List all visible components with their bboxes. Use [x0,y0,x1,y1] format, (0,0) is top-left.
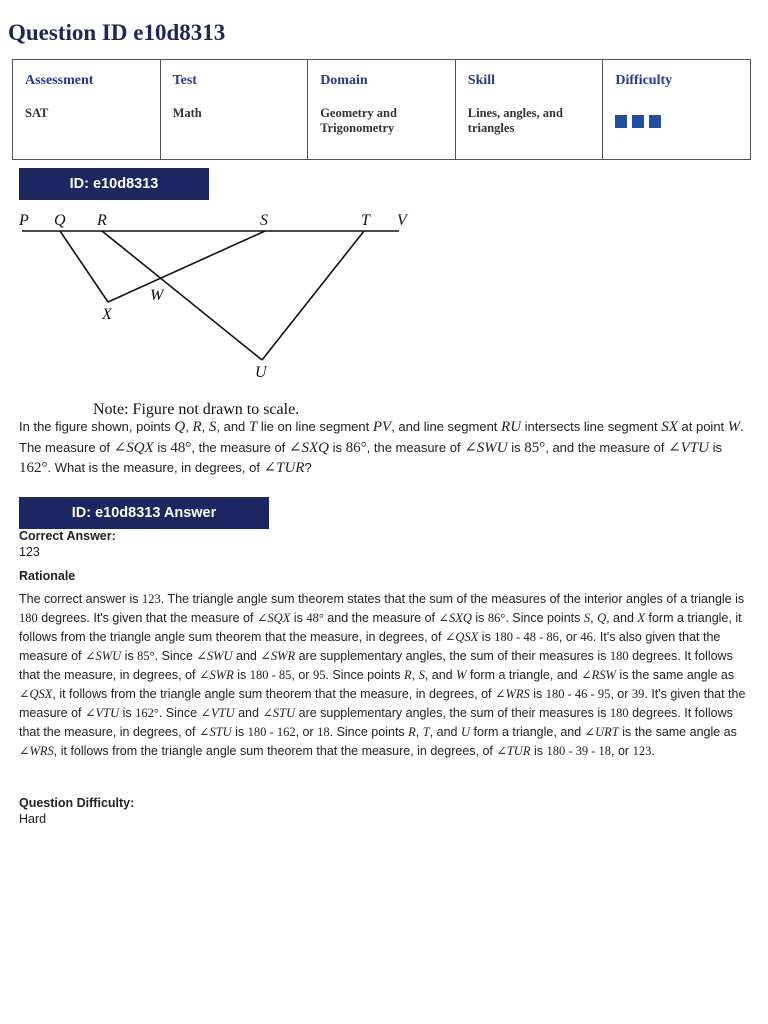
question-id-banner: ID: e10d8313 [19,168,209,200]
math-point: Q [597,611,607,625]
math-PV: PV [372,419,392,435]
text-run: , or [558,630,581,644]
math-expression: 180 - 46 - 95 [545,687,611,701]
text-run: and [234,706,263,720]
text-run: , and the measure of [545,439,669,455]
math-angle: ∠SQX [256,611,291,625]
meta-value-domain: Geometry and Trigonometry [320,106,397,135]
label-S: S [260,212,268,229]
math-number: 180 [609,649,629,663]
question-meta-table [12,59,751,160]
text-run: , and [606,611,638,625]
math-angle: ∠SXQ [438,611,472,625]
math-T: T [248,419,258,435]
label-V: V [397,212,407,229]
math-value: 86° [345,439,367,456]
text-run: intersects line segment [521,419,662,434]
math-number: 180 [609,706,629,720]
text-run: degrees. It follows that the measure, in degrees, of [19,706,733,739]
text-run: , [185,419,193,434]
math-number: 85° [137,649,155,663]
text-run: The correct answer is [19,592,142,606]
text-run: . The measure of [19,419,744,455]
math-angle: ∠SWR [260,649,296,663]
meta-cell-skill [455,60,603,160]
math-point: U [460,725,470,739]
math-W: W [727,419,741,435]
text-run: lie on line segment [257,419,373,434]
text-run: and the measure of [323,611,439,625]
label-P: P [19,212,29,229]
math-number: 86° [487,611,506,625]
meta-cell-test [160,60,308,160]
math-angle: ∠TUR [496,744,531,758]
text-run: , it follows from the triangle angle sum theorem that the measure, in degrees, of [52,687,495,701]
math-R: R [192,419,202,435]
math-value: 162° [19,460,48,476]
text-run: . Since [158,706,201,720]
text-run: In the figure shown, points [19,419,175,434]
math-number: 162° [135,706,159,720]
text-run: is [329,439,346,455]
segment-RU [102,231,262,360]
rationale-label: Rationale [19,569,76,583]
math-value: 48° [170,439,192,456]
correct-answer-label: Correct Answer: [19,529,116,543]
text-run: degrees. It's given that the measure of [37,611,257,625]
label-U: U [255,364,267,381]
text-run: , [590,611,598,625]
math-angle-SWU: ∠SWU [464,439,508,456]
text-run: . What is the measure, in degrees, of [47,460,264,475]
meta-cell-assessment [13,60,161,160]
text-run: and [232,649,261,663]
math-angle: ∠WRS [494,687,530,701]
math-RU: RU [501,419,522,435]
math-point: S [418,668,425,682]
meta-header-assessment: Assessment [25,73,94,88]
text-run: form a triangle, it follows from the triangle angle sum theorem that the measure, in degrees, of [19,611,742,644]
math-angle-SQX: ∠SQX [113,439,154,456]
text-run: is [119,706,136,720]
math-angle: ∠VTU [200,706,235,720]
question-difficulty-value: Hard [19,812,47,826]
label-Q: Q [54,212,66,229]
meta-header-domain: Domain [320,73,368,88]
answer-id-banner: ID: e10d8313 Answer [19,497,269,529]
text-run: , or [610,687,632,701]
text-run: are supplementary angles, the sum of their measures is [295,649,610,663]
text-run: , the measure of [366,439,465,455]
meta-value-assessment: SAT [25,106,49,120]
math-S: S [208,419,217,435]
difficulty-bars [615,115,738,128]
math-angle: ∠SWU [85,649,122,663]
text-run: . Since points [329,725,409,739]
math-point: S [583,611,591,625]
text-run: , it follows from the triangle angle sum theorem that the measure, in degrees, of [53,744,497,758]
text-run: , and [424,668,457,682]
math-number: 48° [306,611,324,625]
math-expression: 180 - 39 - 18 [546,744,612,758]
math-point: R [408,725,416,739]
text-run: is [471,611,488,625]
math-Q: Q [174,419,186,435]
text-run: is [478,630,495,644]
correct-answer-value: 123 [19,545,40,559]
text-run: is [231,725,248,739]
text-run: is [529,687,546,701]
text-run: , or [295,725,318,739]
meta-header-skill: Skill [467,73,496,88]
text-run: is [233,668,250,682]
difficulty-bar [615,115,627,128]
math-angle: ∠STU [262,706,296,720]
math-angle-SXQ: ∠SXQ [288,439,329,456]
question-difficulty-label: Question Difficulty: [19,796,135,810]
difficulty-bar [649,115,661,128]
math-number: 46 [580,630,593,644]
math-number: 180 [19,611,38,625]
math-point: X [637,611,646,625]
text-run: is the same angle as [618,725,737,739]
difficulty-bar [632,115,644,128]
text-run: is [290,611,307,625]
segment-UT [262,231,364,360]
segment-XS [108,231,265,302]
text-run: is [507,439,525,455]
math-angle: ∠VTU [85,706,120,720]
geometry-figure [14,205,414,420]
math-number: 123 [141,592,161,606]
math-angle: ∠WRS [19,744,54,758]
rationale-text [19,590,747,761]
math-number: 123 [632,744,652,758]
math-value: 85° [524,439,546,456]
text-run: is [708,439,722,455]
text-run: . It's also given that the measure of [19,630,721,663]
math-point: R [403,668,412,682]
page-title: Question ID e10d8313 [8,20,226,45]
text-run: form a triangle, and [470,725,585,739]
text-run: is [530,744,547,758]
math-number: 39 [631,687,645,701]
label-W: W [150,287,164,304]
text-run: , and [429,725,461,739]
math-angle: ∠QSX [19,687,53,701]
math-point: W [456,668,467,682]
math-SX: SX [661,419,678,435]
meta-header-difficulty: Difficulty [615,73,673,88]
label-T: T [361,212,370,229]
text-run: . The triangle angle sum theorem states that the sum of the measures of the interior angles of a triangle is [160,592,745,606]
text-run: is [121,649,138,663]
text-run: is the same angle as [615,668,735,682]
text-run: , and [216,419,249,434]
math-angle-VTU: ∠VTU [668,439,709,456]
math-angle: ∠STU [198,725,232,739]
text-run: , [415,725,423,739]
math-point: T [422,725,430,739]
text-run: . It's given that the measure of [19,687,746,720]
figure-note: Note: Figure not drawn to scale. [93,401,300,418]
math-number: 18 [317,725,330,739]
math-angle: ∠SWR [198,668,234,682]
text-run: . Since [154,649,197,663]
math-angle: ∠QSX [444,630,479,644]
text-run: . Since points [505,611,584,625]
math-expression: 180 - 48 - 86 [494,630,559,644]
meta-cell-domain [308,60,456,160]
text-run: are supplementary angles, the sum of their measures is [295,706,610,720]
text-run: . Since points [325,668,404,682]
text-run: , or [611,744,633,758]
text-run: at point [677,419,728,434]
text-run: , or [291,668,313,682]
text-run: , [201,419,209,434]
segment-QX [60,231,108,302]
text-run: , and line segment [391,419,502,434]
math-expression: 180 - 85 [249,668,292,682]
text-run: form a triangle, and [466,668,582,682]
math-angle: ∠SWU [196,649,233,663]
label-X: X [102,306,112,323]
math-number: 95 [312,668,326,682]
text-run: ? [304,460,312,475]
text-run: degrees. It follows that the measure, in degrees, of [19,649,733,682]
label-R: R [97,212,107,229]
math-angle: ∠RSW [581,668,616,682]
math-angle-TUR: ∠TUR [263,460,305,476]
meta-header-test: Test [172,73,197,88]
meta-value-test: Math [172,106,202,120]
meta-cell-difficulty [603,60,751,160]
text-run: , [411,668,419,682]
math-angle: ∠URT [584,725,619,739]
question-text [19,417,744,479]
text-run: , the measure of [191,439,289,455]
math-expression: 180 - 162 [247,725,296,739]
text-run: . [651,744,655,758]
meta-value-skill: Lines, angles, and triangles [467,106,563,135]
text-run: is [153,439,171,455]
